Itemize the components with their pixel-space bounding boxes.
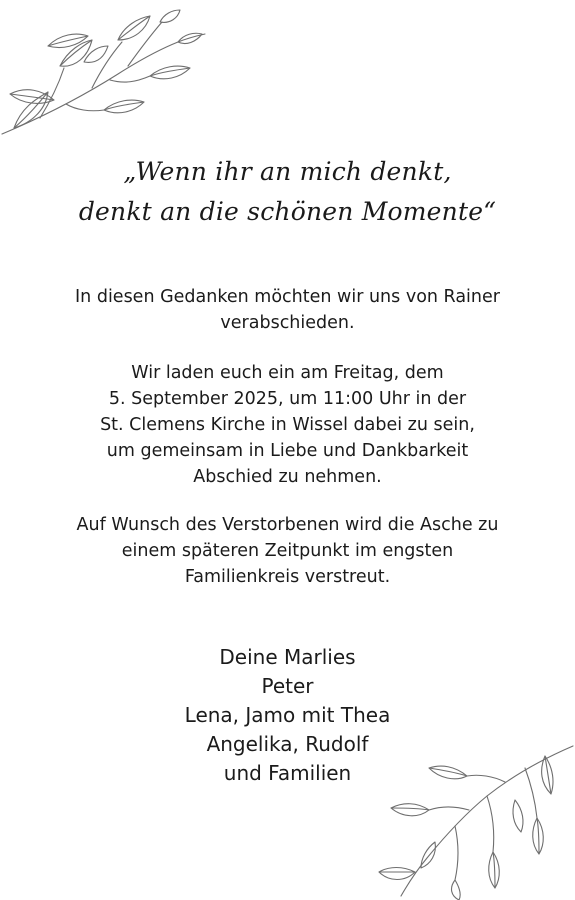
signer-name: und Familien (223, 761, 352, 785)
paragraph-ashes (20, 512, 555, 590)
text-line: St. Clemens Kirche in Wissel dabei zu sein, (100, 415, 475, 435)
quote (0, 152, 575, 232)
text-line: In diesen Gedanken möchten wir uns von Rainer (75, 287, 500, 307)
text-line: Auf Wunsch des Verstorbenen wird die Asche zu (76, 515, 499, 535)
text-line: 5. September 2025, um 11:00 Uhr in der (108, 389, 467, 409)
quote-line: denkt an die schönen Momente“ (78, 197, 497, 226)
text-line: um gemeinsam in Liebe und Dankbarkeit (106, 441, 469, 461)
signer-name: Angelika, Rudolf (206, 732, 369, 756)
text-line: verabschieden. (220, 313, 355, 333)
paragraph-farewell (20, 284, 555, 336)
leaf-branch-icon (375, 740, 575, 900)
signer-name: Lena, Jamo mit Thea (184, 703, 391, 727)
signer-name: Peter (261, 674, 314, 698)
quote-line: „Wenn ihr an mich denkt, (123, 157, 452, 186)
leaf-branch-icon (0, 6, 215, 141)
text-line: einem späteren Zeitpunkt im engsten (121, 541, 454, 561)
signer-name: Deine Marlies (219, 645, 356, 669)
text-line: Abschied zu nehmen. (193, 467, 382, 487)
text-line: Wir laden euch ein am Freitag, dem (131, 363, 444, 383)
paragraph-invitation (20, 360, 555, 490)
text-line: Familienkreis verstreut. (184, 567, 391, 587)
